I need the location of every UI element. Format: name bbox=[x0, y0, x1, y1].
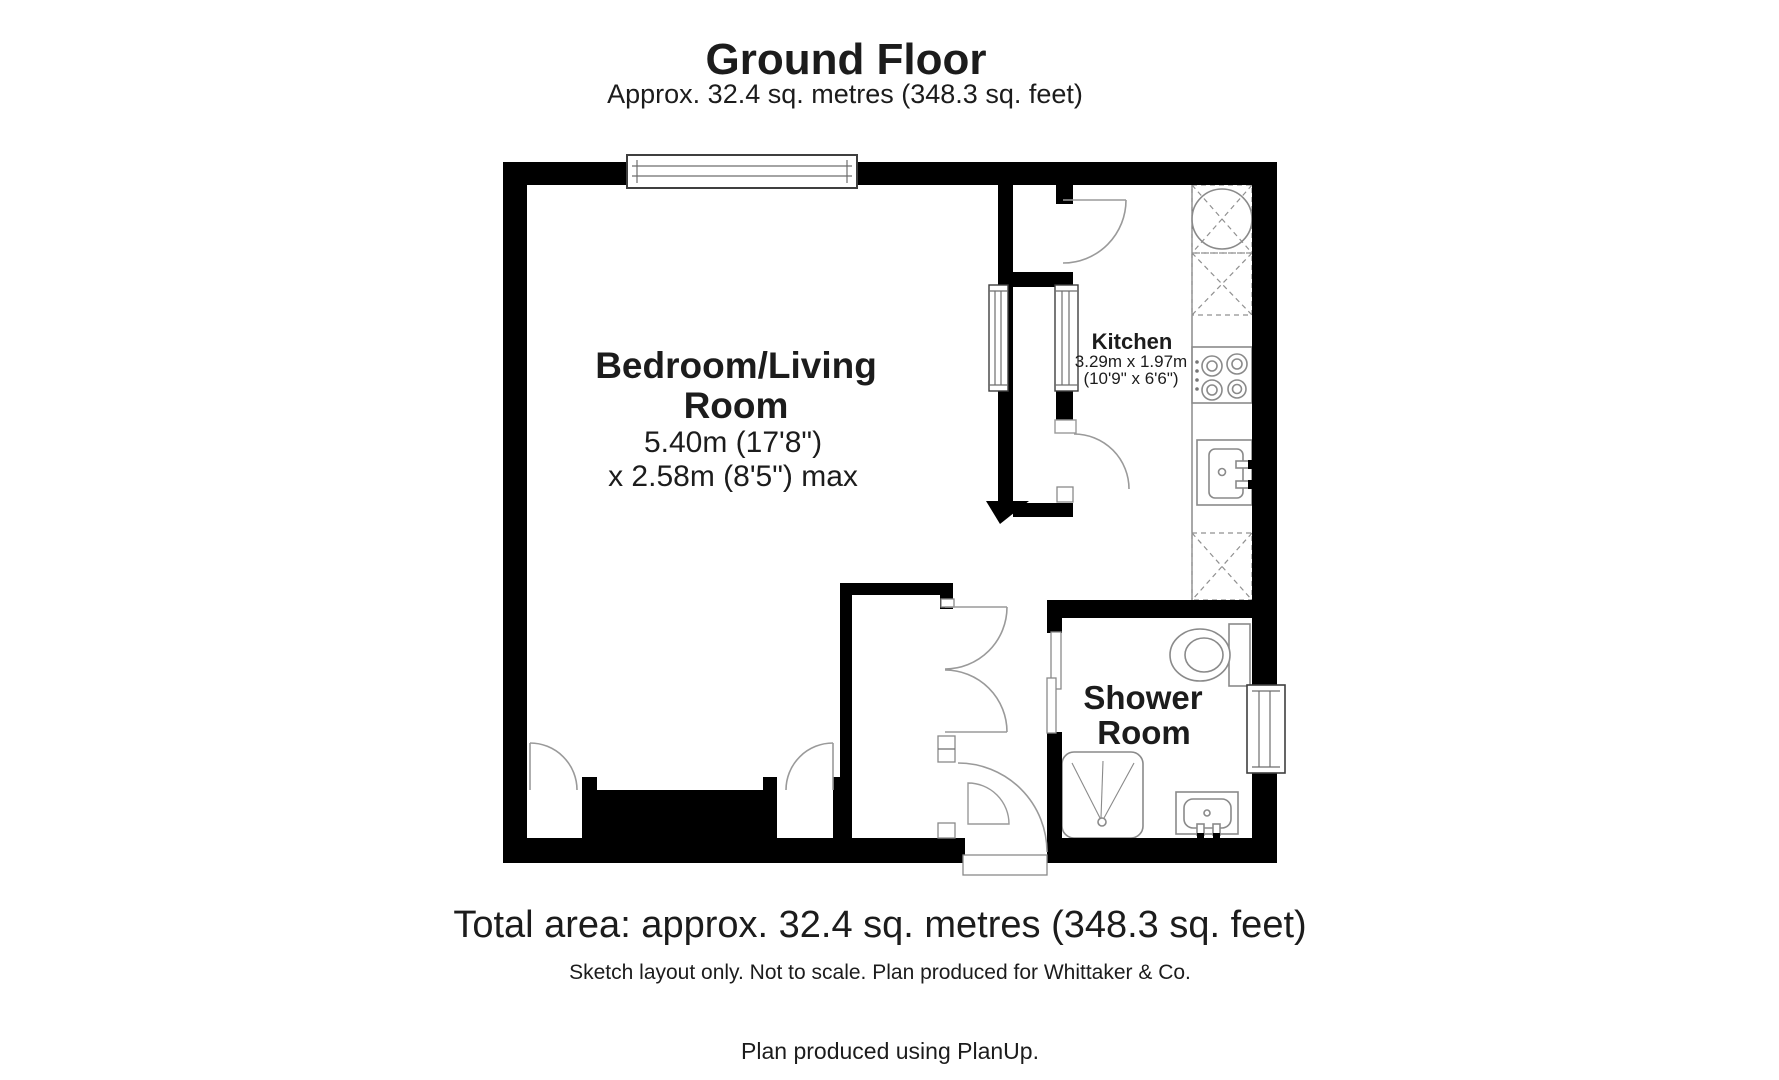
page-subtitle: Approx. 32.4 sq. metres (348.3 sq. feet) bbox=[607, 79, 1083, 109]
bedroom-recess-door-right bbox=[786, 743, 833, 790]
washbasin-icon bbox=[1176, 792, 1238, 839]
wall-shower-left-lower bbox=[1047, 732, 1062, 838]
window-top bbox=[627, 155, 857, 188]
wall-bedroom-hall bbox=[840, 595, 852, 838]
wall-hall-top bbox=[840, 583, 953, 595]
bedroom-recess-door-left bbox=[530, 743, 577, 790]
window-hatch-left bbox=[989, 285, 1008, 391]
wall-bottom-right bbox=[1047, 838, 1277, 863]
disclaimer-text: Sketch layout only. Not to scale. Plan produced for Whittaker & Co. bbox=[569, 961, 1191, 984]
shower-room-label-line1: Shower bbox=[1083, 679, 1203, 716]
exterior-walls bbox=[503, 162, 1277, 863]
kitchen-dims-line1: 3.29m x 1.97m bbox=[1074, 352, 1188, 371]
washing-machine-icon bbox=[1192, 185, 1252, 253]
bedroom-living-dims-line1: 5.40m (17'8") bbox=[643, 426, 823, 459]
recess-jamb-2 bbox=[763, 777, 777, 838]
toilet-icon bbox=[1170, 624, 1250, 686]
total-area-text: Total area: approx. 32.4 sq. metres (348.3 sq. feet) bbox=[453, 904, 1307, 946]
recess-jamb-1 bbox=[582, 777, 597, 838]
doors bbox=[530, 200, 1129, 875]
wall-bottom-thick-section bbox=[597, 790, 763, 838]
bedroom-living-dims-line2: x 2.58m (8'5") max bbox=[608, 460, 858, 493]
wall-right-upper bbox=[1252, 185, 1277, 687]
bedroom-living-label-line2: Room bbox=[683, 385, 789, 426]
kitchen-fixtures bbox=[1192, 185, 1256, 600]
shower-room-label-line2: Room bbox=[1097, 714, 1191, 751]
wall-left bbox=[503, 185, 527, 863]
wall-bottom-left bbox=[527, 838, 965, 863]
credit-text: Plan produced using PlanUp. bbox=[741, 1038, 1039, 1064]
shower-room-sliding-door bbox=[1047, 632, 1061, 733]
cupboard-double-doors bbox=[941, 599, 1007, 732]
wall-kitchen-south-stub bbox=[1013, 503, 1073, 517]
wall-top-left-segment bbox=[503, 162, 627, 185]
window-shower-room bbox=[1247, 685, 1285, 773]
page-title: Ground Floor bbox=[705, 35, 987, 84]
kitchen-sink-icon bbox=[1197, 440, 1256, 505]
cupboard-small-door bbox=[938, 736, 1009, 838]
base-unit-south-icon bbox=[1192, 533, 1252, 600]
wall-below-hatch-window bbox=[1056, 388, 1073, 422]
window-hatch-right bbox=[1055, 285, 1078, 391]
base-unit-icon bbox=[1192, 253, 1252, 315]
shower-tray-icon bbox=[1062, 752, 1143, 838]
wall-shower-top bbox=[1047, 600, 1252, 618]
wall-top-right-segment bbox=[857, 162, 1277, 185]
kitchen-north-door bbox=[1063, 200, 1126, 263]
bedroom-living-label-line1: Bedroom/Living bbox=[595, 345, 877, 386]
kitchen-north-door-jamb bbox=[1056, 183, 1073, 204]
hob-icon bbox=[1192, 347, 1252, 403]
kitchen-dims-line2: (10'9" x 6'6") bbox=[1083, 369, 1179, 388]
wall-shower-left-upper bbox=[1047, 618, 1062, 633]
kitchen-south-door bbox=[1055, 420, 1129, 502]
labels bbox=[453, 35, 1306, 1064]
kitchen-label: Kitchen bbox=[1091, 329, 1173, 354]
